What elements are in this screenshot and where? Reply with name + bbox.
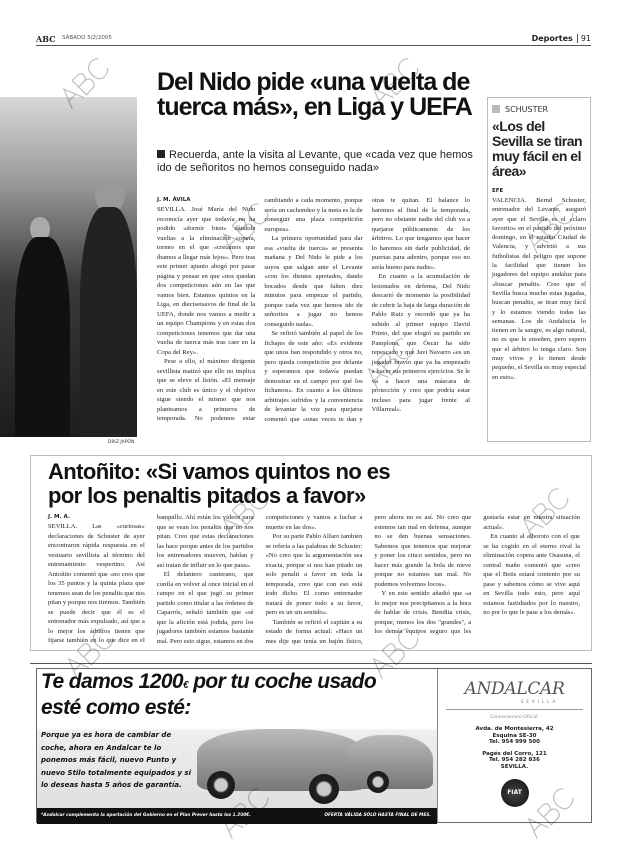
headline-line: Antoñito: «Si vamos quintos no es xyxy=(48,459,390,484)
sidebar-kicker xyxy=(492,105,586,114)
newspaper-name: ABC xyxy=(36,34,56,44)
wheel xyxy=(309,774,339,804)
subhead-text: Recuerda, ante la visita al Levante, que «cada vez que hemos ido de señoritos no hemos conseguido nada» xyxy=(157,149,473,174)
sidebar-body xyxy=(492,187,586,382)
second-article-headline xyxy=(48,460,585,508)
section-name: Deportes xyxy=(531,34,573,43)
headline-line: por los penaltis pitados a favor» xyxy=(48,483,366,508)
address-line: Avda. de Montesierra, 42 xyxy=(475,726,554,732)
wheel xyxy=(367,771,389,793)
paragraph: La primera oportunidad para dar esa «vuelta de tuerca» se presenta mañana y Del Nido le pide a los suyos que salgan ante el Levante «con los dientes apretados, dando bocados desde que falten diez minutos para empezar el partido, porque cada vez que hemos ido de señoritos a jugar no hemos conseguido nada». xyxy=(264,235,363,328)
article-headline: Del Nido pide «una vuelta de tuerca más», en Liga y UEFA xyxy=(157,68,472,121)
article-subhead xyxy=(157,149,479,175)
sidebar-box xyxy=(487,97,591,442)
ad-headline xyxy=(41,671,376,719)
article-body xyxy=(157,196,470,424)
ad-main xyxy=(37,669,437,824)
address-line: SEVILLA. xyxy=(500,763,529,770)
divider xyxy=(30,663,592,664)
photo-figure xyxy=(80,207,137,437)
address-line: Pagés del Corro, 121 xyxy=(482,750,547,757)
ad-headline-a: Te damos 1200 xyxy=(41,670,183,693)
bullet-square-icon xyxy=(157,150,165,158)
page-header xyxy=(36,34,591,46)
dealer-label: Concesionario Oficial: xyxy=(490,715,539,720)
photo-credit: DÍAZ JAPÓN xyxy=(108,440,135,445)
ad-headline-b: por tu coche usado xyxy=(187,670,377,693)
paragraph: En cuanto al alboroto con el que se ha cogido en el eterno rival la eliminación copera ante Osasuna, el central maño comentó que «creo que el Betis estará contento por su pase y sabemos cómo se vive aquí en Sevilla todo esto, pero aquí estamos fastidiados por lo nuestro, no por lo que le pase a los demás». xyxy=(483,533,580,616)
ad-headline-line2: esté como esté: xyxy=(41,696,191,719)
andalcar-logo: ANDALCAR xyxy=(464,679,565,699)
paragraph: SEVILLA. Las «curiosas» declaraciones de Schuster de ayer encontraron rápida respuesta en el vestuario sevillista al término del entrenamiento vespertino. Así Antoñito comentó que «no creo que los 35 puntos y la quinta plaza que tenemos sean de los penaltis que nos pitan y porque nos tiremos. También se puede decir que él es el entrenador más expulsado, así que a lo mejor los árbitros tienen que fijarse también en lo que dice en el banquillo. Ahí están los vídeos para que se vean los penaltis que no nos pitan. Creo que estas declaraciones las hace porque antes de los partidos los entrenadores mueven, hablan y así tratan de influir en lo que pasa». xyxy=(48,514,254,644)
paragraph: Por su parte Pablo Alfaro también se refería a las palabras de Schuster: «No creo que la argumentación sea exacta, porque si nos han pitado un solo penalti a favor en toda la temporada, creo que con eso está todo dicho. El como entrenador tratará de poner todo a su favor, pero es un sin sentido». xyxy=(265,533,363,616)
address-line: Tel. 954 999 500 xyxy=(489,739,540,746)
car-image xyxy=(347,735,433,789)
logo-city: SEVILLA xyxy=(520,699,559,704)
paragraph: También se refirió el capitán a su estado de forma actual: «Hace un mes dije que tenía un bajón físico, pero ahora no es así. No creo que estemos tan mal en defensa, aunque no se den buenas sensaciones. Sabemos que tenemos que mejorar y poner los cinco sentidos, pero no hacer más grande la bola de nieve porque no estamos tan mal. No podemos volvernos locos». xyxy=(265,514,472,645)
paragraph: Y en este sentido añadió que «a lo mejor nos precipitamos a la hora de hablar de crisis. Bendita crisis, porque, menos los dos "grandes", a los demás equipos seguro que les gustaría estar en nuestra situación actual». xyxy=(374,514,580,635)
ad-footer xyxy=(37,808,437,824)
photo-figure xyxy=(15,237,70,437)
paragraph: SEVILLA. José María del Nido reconocía ayer que todavía no ha podido «dormir bien» dándole vueltas a la eliminación copera, torneo en el que «creíamos que íbamos a llegar más lejos». Pero tras este primer apunto abogó por pasar página y pensar en que «nos quedan dos competiciones aún en las que vamos bien. Estamos quintos en la Liga, en dieciseisavos de final de la UEFA, donde nos vamos a medir a un equipo Champions y en estas dos competiciones tenemos que dar una vuelta de tuerca más tras caer en la Copa del Rey». xyxy=(157,206,256,356)
currency: € xyxy=(183,680,188,691)
fiat-logo: FIAT xyxy=(501,779,529,807)
paragraph: Pese a ello, el máximo dirigente sevillista matizó que ello no implica que se eleve el listón. «El mensaje en este club es único y el objetivo sigue siendo el mismo que nos planteamos a primeros de temporada. No podemos estar cambiando a cada momento, porque sería un cachondeo y la meta es la de conseguir una plaza competición europea». xyxy=(157,197,363,422)
second-article-box xyxy=(30,455,592,651)
ad-footnote: *Andalcar complementa la aportación del Gobierno en el Plan Prever hasta los 1.200€. xyxy=(41,813,251,818)
car-advertisement xyxy=(36,668,592,823)
page-number: 91 xyxy=(577,34,591,43)
address-line: Esquina SE-30 xyxy=(492,732,537,739)
paragraph: Se refirió también al papel de los fichajes de este año: «Es evidente que unos han respondido y otros no, pero queda competición por delante y esperamos que todavía puedan demostrar en el campo por qué los fichamos». En cuanto a los últimos arbitrajes sufridos y la conveniencia de levantar la voz para quejarse comentó que «unas veces te dan y otras te quitan. El balance lo haremos al final de la temporada, pero no obstante nadie del club va a quejarse públicamente de los árbitros. Lo que tengamos que hacer lo haremos sin darle publicidad, de puertas para adentro, porque eso no sería bueno para nadie». xyxy=(264,197,470,423)
square-icon xyxy=(492,105,500,113)
byline: J. M. ÁVILA xyxy=(157,197,191,203)
sidebar-headline: «Los del Sevilla se tiran muy fácil en el área» xyxy=(492,118,583,179)
section-label xyxy=(532,34,591,43)
paragraph: VALENCIA. Bernd Schuster, entrenador del Levante, aseguró ayer que el Sevilla es el «claro favorito» en el partido del próximo domingo, en el estadio Ciudad de Valencia, y advirtió a sus futbolistas del peligro que supone la facilidad que tienen los jugadores del equipo andaluz para «buscar penaltis. Creo que el Sevilla busca mucho estas jugadas, buscan penaltis, se tiran muy fácil y lo estamos viendo todas las semanas. Los de Andalucía lo tienen en la sangre, es algo natural, no es que le enseñen, pero espero que el árbitro lo tenga claro. Son muy vivos y lo tienen desde pequeño, el Sevilla es muy especial en esto». xyxy=(492,197,586,381)
address-line: Tel. 954 282 836 xyxy=(489,757,540,764)
kicker-text: SCHUSTER xyxy=(505,105,549,114)
byline: EFE xyxy=(492,188,504,194)
byline: J. M. A. xyxy=(48,514,70,520)
dealer-panel xyxy=(437,669,591,822)
paragraph: En cuanto a la acumulación de lesionados en defensa, Del Nido descartó de momento la posibilidad de cubrir la baja de larga duración de Pablo Ruiz y recordó que ya ha subido al primer equipo David Prieto, del que elogió su partido en Pamplona, que Óscar ha sido repescado y que Javi Navarro «es un jugador bravío que ya ha empezado a hacer sus primeros ejercicios. Se le va a hacer una máscara de protección y creo que podría estar incluso para jugar frente al Villarreal». xyxy=(371,273,470,413)
divider xyxy=(446,709,583,710)
wheel xyxy=(207,771,235,799)
paragraph: El delantero canterano, que confía en volver al once inicial en el campo en el que jugó su primer partido como titular a las órdenes de Caparrós, señaló también que «sé que la afición está jodida, pero los jugadores también estamos bastante mal. Pero esto sigue, estamos en dos competiciones y vamos a luchar a muerte en las dos». xyxy=(156,514,363,645)
news-photo xyxy=(0,97,137,437)
second-article-body xyxy=(48,513,580,646)
ad-offer: OFERTA VÁLIDA SÓLO HASTA FINAL DE MES. xyxy=(324,813,431,818)
ad-body: Porque ya es hora de cambiar de coche, ahora en Andalcar te lo ponemos más fácil, nuevo Punto y nuevo Stilo totalmente equipados y si lo deseas hasta 5 años de garantía. xyxy=(41,731,192,789)
issue-date: SÁBADO 5/2/2005 xyxy=(62,35,112,41)
